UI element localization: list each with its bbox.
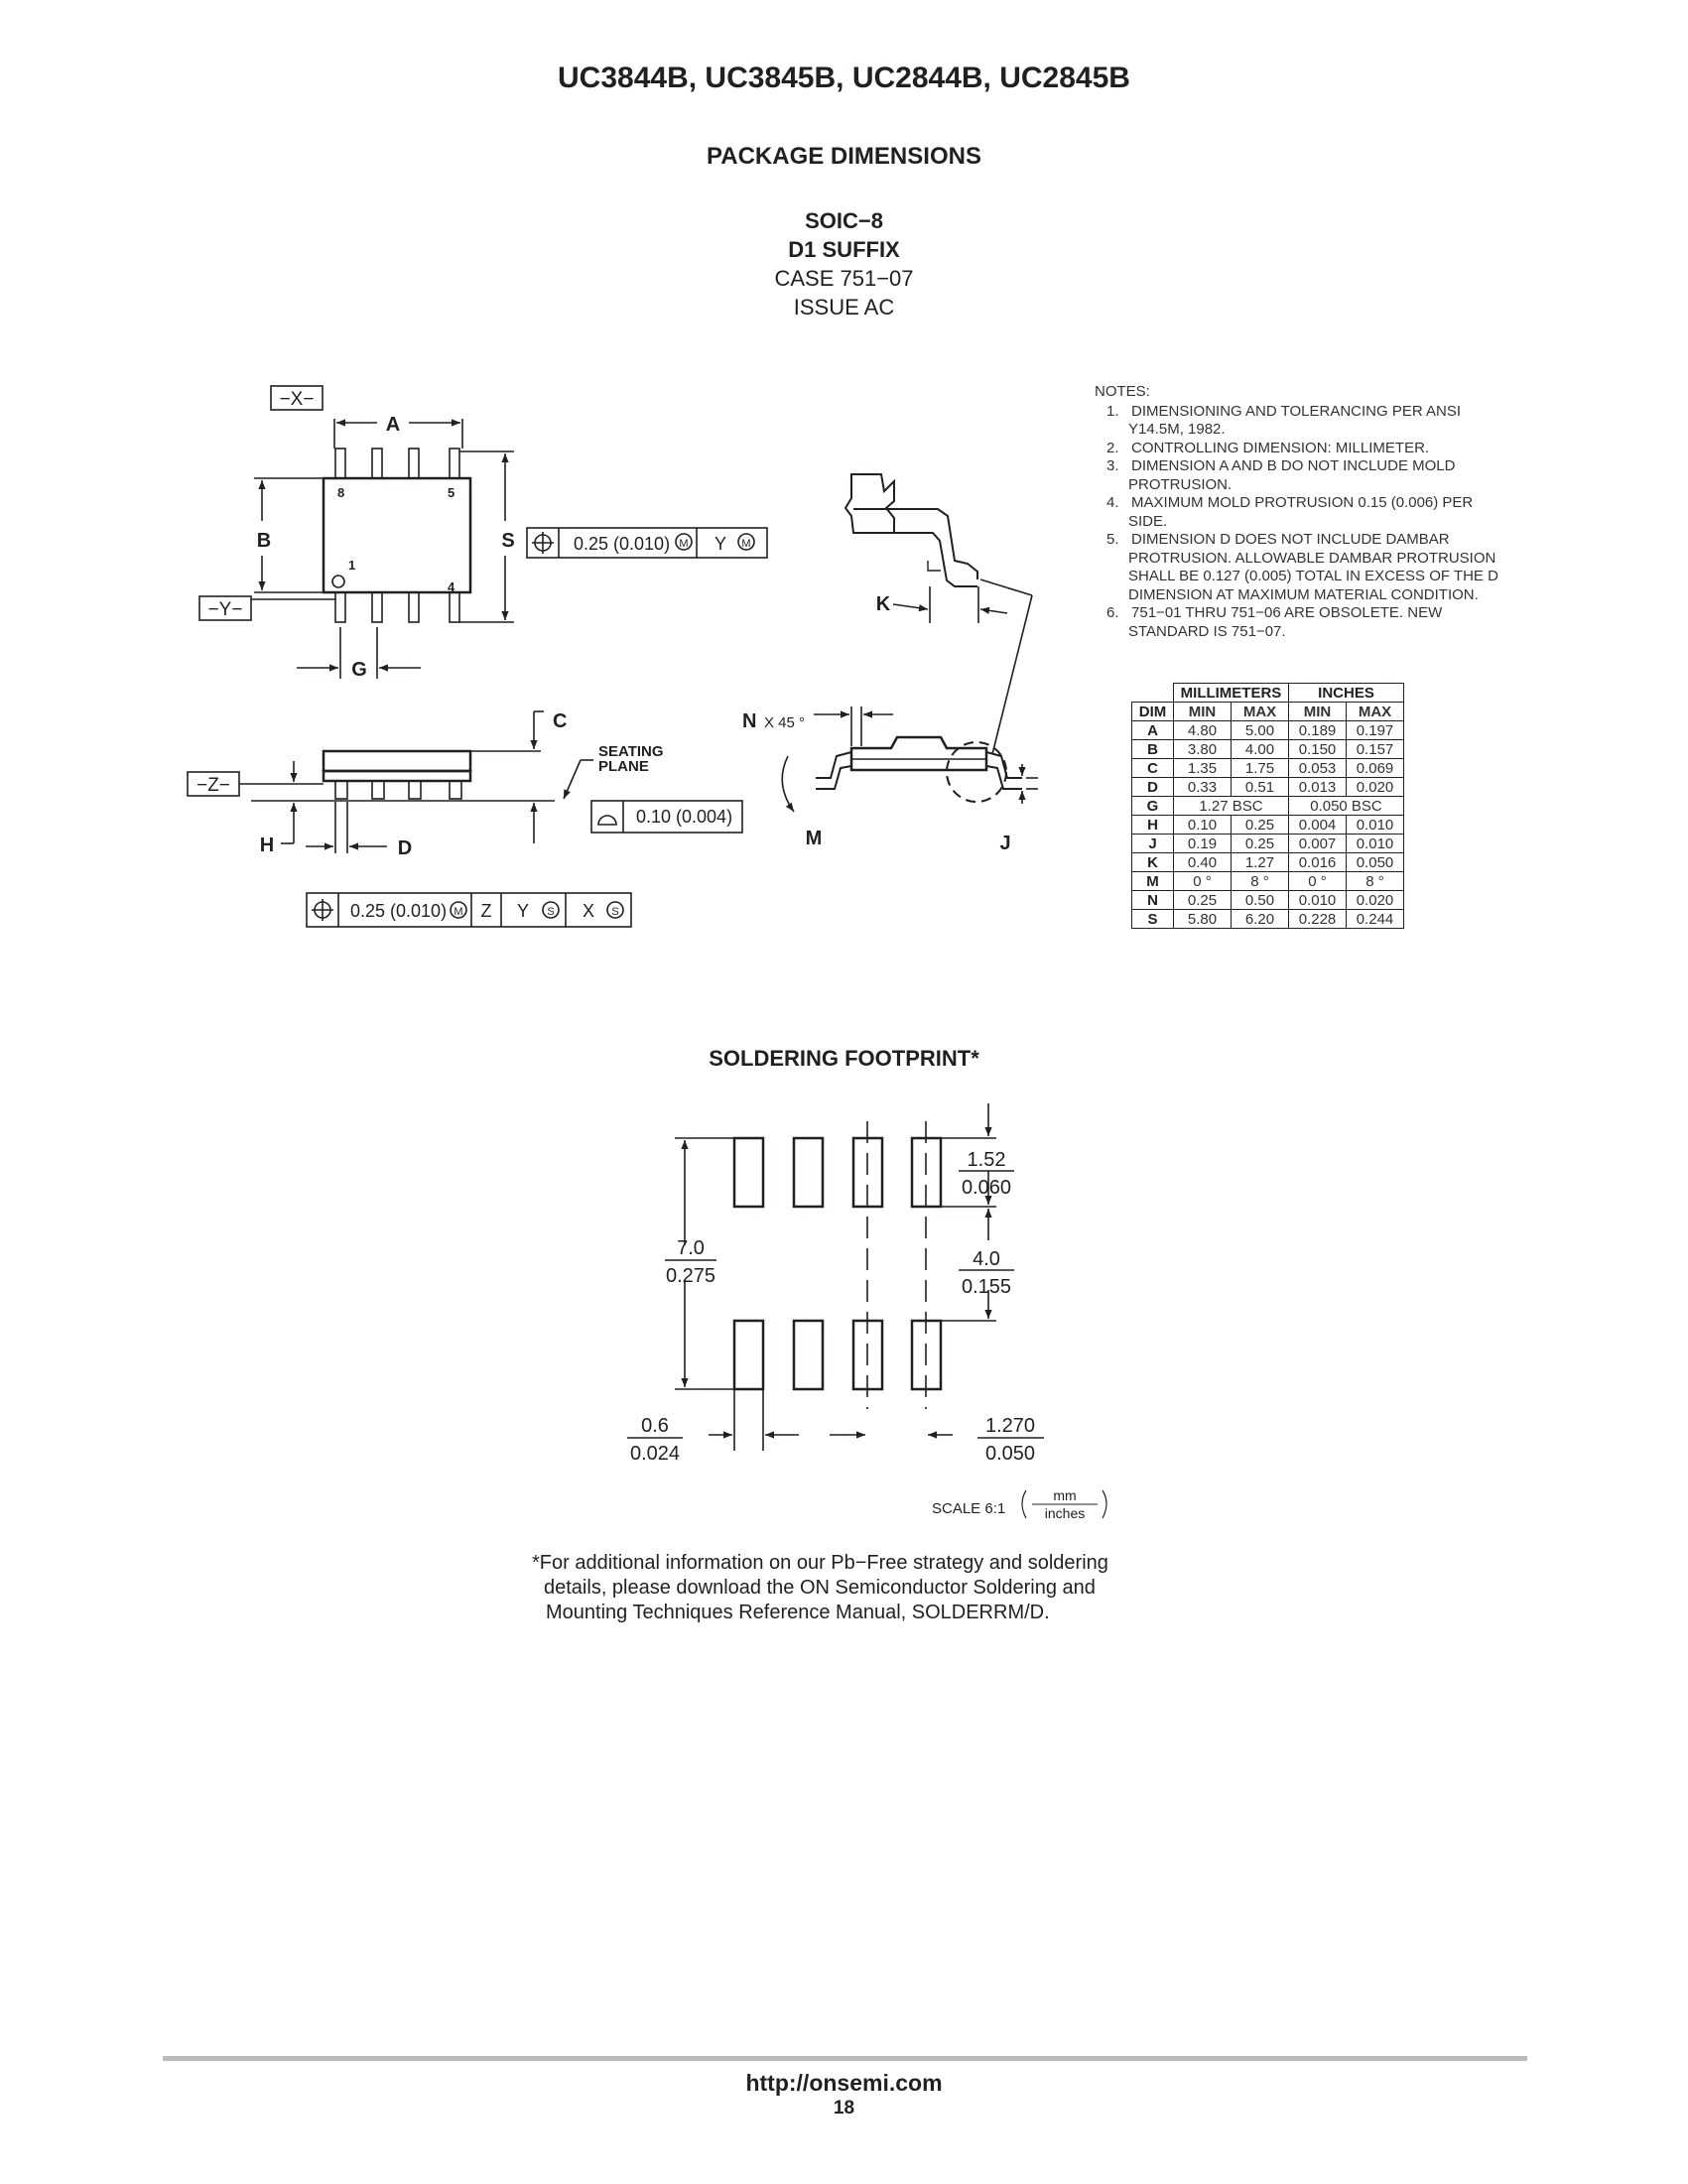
pin-lead [409, 592, 419, 622]
page-number: 18 [833, 2098, 855, 2119]
fcf-s-datum-mod: M [741, 538, 751, 550]
value-cell: 0.053 [1289, 759, 1347, 778]
dim-cell: C [1132, 759, 1174, 778]
note-item: 1. DIMENSIONING AND TOLERANCING PER ANSI Y14.5M, 1982. [1106, 402, 1462, 438]
value-cell: 0.197 [1347, 721, 1404, 740]
table-row [1132, 759, 1404, 778]
package-suffix: D1 SUFFIX [788, 237, 900, 262]
footprint-pad [734, 1321, 763, 1389]
dim-cell: N [1132, 891, 1174, 910]
dim-n-suffix: X 45 ° [764, 714, 806, 731]
footprint-row-pitch-in: 0.275 [665, 1265, 716, 1287]
col-in-max: MAX [1347, 703, 1404, 721]
fcf-bottom-d1: Z [480, 901, 492, 921]
col-in-min: MIN [1289, 703, 1347, 721]
col-mm-max: MAX [1232, 703, 1289, 721]
value-cell: 0.020 [1347, 891, 1404, 910]
fcf-bottom-d2-mod: S [547, 906, 555, 918]
table-row [1132, 778, 1404, 797]
datum-x-label: −X− [279, 389, 315, 410]
value-cell: 0.013 [1289, 778, 1347, 797]
dim-cell: D [1132, 778, 1174, 797]
value-cell: 4.80 [1174, 721, 1232, 740]
value-cell: 0.19 [1174, 835, 1232, 853]
col-mm-min: MIN [1174, 703, 1232, 721]
fcf-bottom-mod: M [454, 906, 463, 918]
side-body-lower [324, 771, 470, 781]
table-row [1132, 891, 1404, 910]
value-cell: 0.020 [1347, 778, 1404, 797]
value-cell: 0.150 [1289, 740, 1347, 759]
value-cell: 0.25 [1232, 835, 1289, 853]
dim-cell: M [1132, 872, 1174, 891]
dim-j-label: J [999, 833, 1011, 854]
value-cell: 1.27 BSC [1174, 797, 1289, 816]
dim-cell: H [1132, 816, 1174, 835]
fcf-flatness [591, 801, 742, 833]
footer-url[interactable]: http://onsemi.com [745, 2070, 943, 2096]
value-cell: 0.244 [1347, 910, 1404, 929]
top-view [199, 386, 515, 681]
pin-1-label: 1 [348, 558, 356, 573]
table-row [1132, 872, 1404, 891]
footprint-pad-length-in: 0.060 [961, 1177, 1012, 1199]
pin-5-label: 5 [448, 485, 455, 500]
table-row [1132, 797, 1404, 816]
group-inches: INCHES [1289, 684, 1404, 703]
dim-b-label: B [256, 530, 272, 552]
value-cell: 0.50 [1232, 891, 1289, 910]
fcf-bottom [307, 893, 631, 927]
value-cell: 8 ° [1347, 872, 1404, 891]
dim-cell: J [1132, 835, 1174, 853]
fcf-bottom-d3-mod: S [611, 906, 619, 918]
pin-8-label: 8 [337, 485, 345, 500]
value-cell: 0.25 [1232, 816, 1289, 835]
footprint-gap-in: 0.155 [961, 1276, 1012, 1298]
value-cell: 0.189 [1289, 721, 1347, 740]
notes-heading: NOTES: [1095, 383, 1150, 400]
fcf-s [527, 528, 767, 558]
pin-lead [372, 592, 382, 622]
footprint-pad [734, 1138, 763, 1207]
col-dim: DIM [1132, 703, 1174, 721]
table-row [1132, 816, 1404, 835]
dim-a-label: A [385, 414, 401, 436]
value-cell: 1.27 [1232, 853, 1289, 872]
document-title: UC3844B, UC3845B, UC2844B, UC2845B [558, 62, 1130, 94]
value-cell: 6.20 [1232, 910, 1289, 929]
value-cell: 0.010 [1347, 816, 1404, 835]
datum-y-label: −Y− [207, 599, 243, 620]
value-cell: 0.228 [1289, 910, 1347, 929]
footprint-pad [794, 1138, 823, 1207]
fcf-bottom-tol: 0.25 (0.010) [350, 901, 448, 921]
table-row [1132, 853, 1404, 872]
dim-s-label: S [501, 530, 515, 552]
fcf-bottom-d3: X [582, 901, 595, 921]
dim-m-label: M [805, 828, 823, 849]
table-row [1132, 740, 1404, 759]
footprint-pitch-mm: 1.270 [984, 1415, 1036, 1437]
value-cell: 0 ° [1289, 872, 1347, 891]
footprint-unit-bottom: inches [1044, 1505, 1086, 1521]
seating-plane-line2: PLANE [598, 758, 649, 775]
fcf-flat-tol: 0.10 (0.004) [636, 807, 733, 827]
group-millimeters: MILLIMETERS [1174, 684, 1289, 703]
note-item: 4. MAXIMUM MOLD PROTRUSION 0.15 (0.006) PER SIDE. [1106, 494, 1474, 530]
notes [1095, 383, 1511, 641]
dim-n-label: N [742, 710, 757, 732]
value-cell: 0.010 [1289, 891, 1347, 910]
seating-plane-line1: SEATING [598, 743, 664, 760]
value-cell: 0.157 [1347, 740, 1404, 759]
value-cell: 0.050 BSC [1289, 797, 1404, 816]
value-cell: 5.80 [1174, 910, 1232, 929]
footprint-row-pitch-mm: 7.0 [677, 1237, 705, 1259]
note-item: 5. DIMENSION D DOES NOT INCLUDE DAMBAR PROTRUSION. ALLOWABLE DAMBAR PROTRUSION SHALL BE 0.127 (0.005) TOTAL IN EXCESS OF THE D DIMENSION AT MAXIMUM MATERIAL CONDITION. [1106, 531, 1498, 603]
dim-cell: A [1132, 721, 1174, 740]
package-name: SOIC−8 [805, 208, 883, 233]
footprint-title: SOLDERING FOOTPRINT* [709, 1046, 979, 1071]
pin-lead [450, 449, 459, 478]
dim-g-label: G [351, 659, 367, 681]
table-header-row [1132, 703, 1404, 721]
table-row [1132, 721, 1404, 740]
footnote-line-1: *For additional information on our Pb−Free strategy and soldering [532, 1552, 1108, 1574]
value-cell: 0.016 [1289, 853, 1347, 872]
value-cell: 0.004 [1289, 816, 1347, 835]
footer-divider [163, 2056, 1527, 2061]
value-cell: 0.51 [1232, 778, 1289, 797]
footnote-line-3: Mounting Techniques Reference Manual, SOLDERRM/D. [546, 1602, 1050, 1623]
value-cell: 5.00 [1232, 721, 1289, 740]
dim-k-label: K [875, 593, 891, 615]
fcf-bottom-d2: Y [516, 901, 530, 921]
datum-z-label: −Z− [196, 775, 230, 796]
section-title: PACKAGE DIMENSIONS [707, 143, 981, 170]
value-cell: 0.10 [1174, 816, 1232, 835]
note-item: 6. 751−01 THRU 751−06 ARE OBSOLETE. NEW STANDARD IS 751−07. [1106, 604, 1443, 640]
side-view [188, 710, 664, 859]
value-cell: 0.050 [1347, 853, 1404, 872]
value-cell: 1.75 [1232, 759, 1289, 778]
package-issue: ISSUE AC [793, 295, 895, 320]
pin-lead [335, 449, 345, 478]
pin-lead [450, 592, 459, 622]
dim-c-label: C [553, 710, 568, 732]
fcf-s-tol: 0.25 (0.010) [574, 534, 671, 554]
value-cell: 0.007 [1289, 835, 1347, 853]
value-cell: 8 ° [1232, 872, 1289, 891]
fcf-s-mod: M [679, 538, 689, 550]
footprint-pad-length-mm: 1.52 [967, 1149, 1006, 1171]
pin-1-marker [332, 576, 344, 587]
footprint-pitch-in: 0.050 [984, 1443, 1036, 1465]
side-body-upper [324, 751, 470, 771]
fcf-s-datum: Y [714, 534, 727, 554]
dim-cell: K [1132, 853, 1174, 872]
pin-lead [372, 449, 382, 478]
note-item: 2. CONTROLLING DIMENSION: MILLIMETER. [1106, 439, 1430, 456]
pin-lead [335, 592, 345, 622]
footprint-pad-width-mm: 0.6 [641, 1415, 669, 1437]
value-cell: 0.33 [1174, 778, 1232, 797]
footprint-pad [794, 1321, 823, 1389]
dim-cell: S [1132, 910, 1174, 929]
footprint-scale: SCALE 6:1 [932, 1500, 1006, 1517]
table-group-header-row [1132, 684, 1404, 703]
footprint-unit-top: mm [1053, 1487, 1077, 1503]
value-cell: 4.00 [1232, 740, 1289, 759]
footprint-gap-mm: 4.0 [973, 1248, 1000, 1270]
note-item: 3. DIMENSION A AND B DO NOT INCLUDE MOLD PROTRUSION. [1106, 457, 1456, 493]
package-case: CASE 751−07 [774, 266, 914, 291]
footnote-line-2: details, please download the ON Semiconductor Soldering and [544, 1577, 1096, 1599]
dim-d-label: D [397, 837, 413, 859]
value-cell: 1.35 [1174, 759, 1232, 778]
footprint-pad-width-in: 0.024 [629, 1443, 681, 1465]
value-cell: 3.80 [1174, 740, 1232, 759]
dim-cell: B [1132, 740, 1174, 759]
footnote [532, 1551, 1246, 1625]
soldering-footprint [627, 1103, 1106, 1521]
pin-lead [409, 449, 419, 478]
value-cell: 0.069 [1347, 759, 1404, 778]
value-cell: 0.25 [1174, 891, 1232, 910]
dim-cell: G [1132, 797, 1174, 816]
value-cell: 0.40 [1174, 853, 1232, 872]
pin-4-label: 4 [448, 579, 455, 594]
end-view [742, 474, 1038, 854]
value-cell: 0.010 [1347, 835, 1404, 853]
table-row [1132, 910, 1404, 929]
dim-h-label: H [259, 835, 275, 856]
dimension-table [1131, 683, 1404, 929]
table-row [1132, 835, 1404, 853]
value-cell: 0 ° [1174, 872, 1232, 891]
